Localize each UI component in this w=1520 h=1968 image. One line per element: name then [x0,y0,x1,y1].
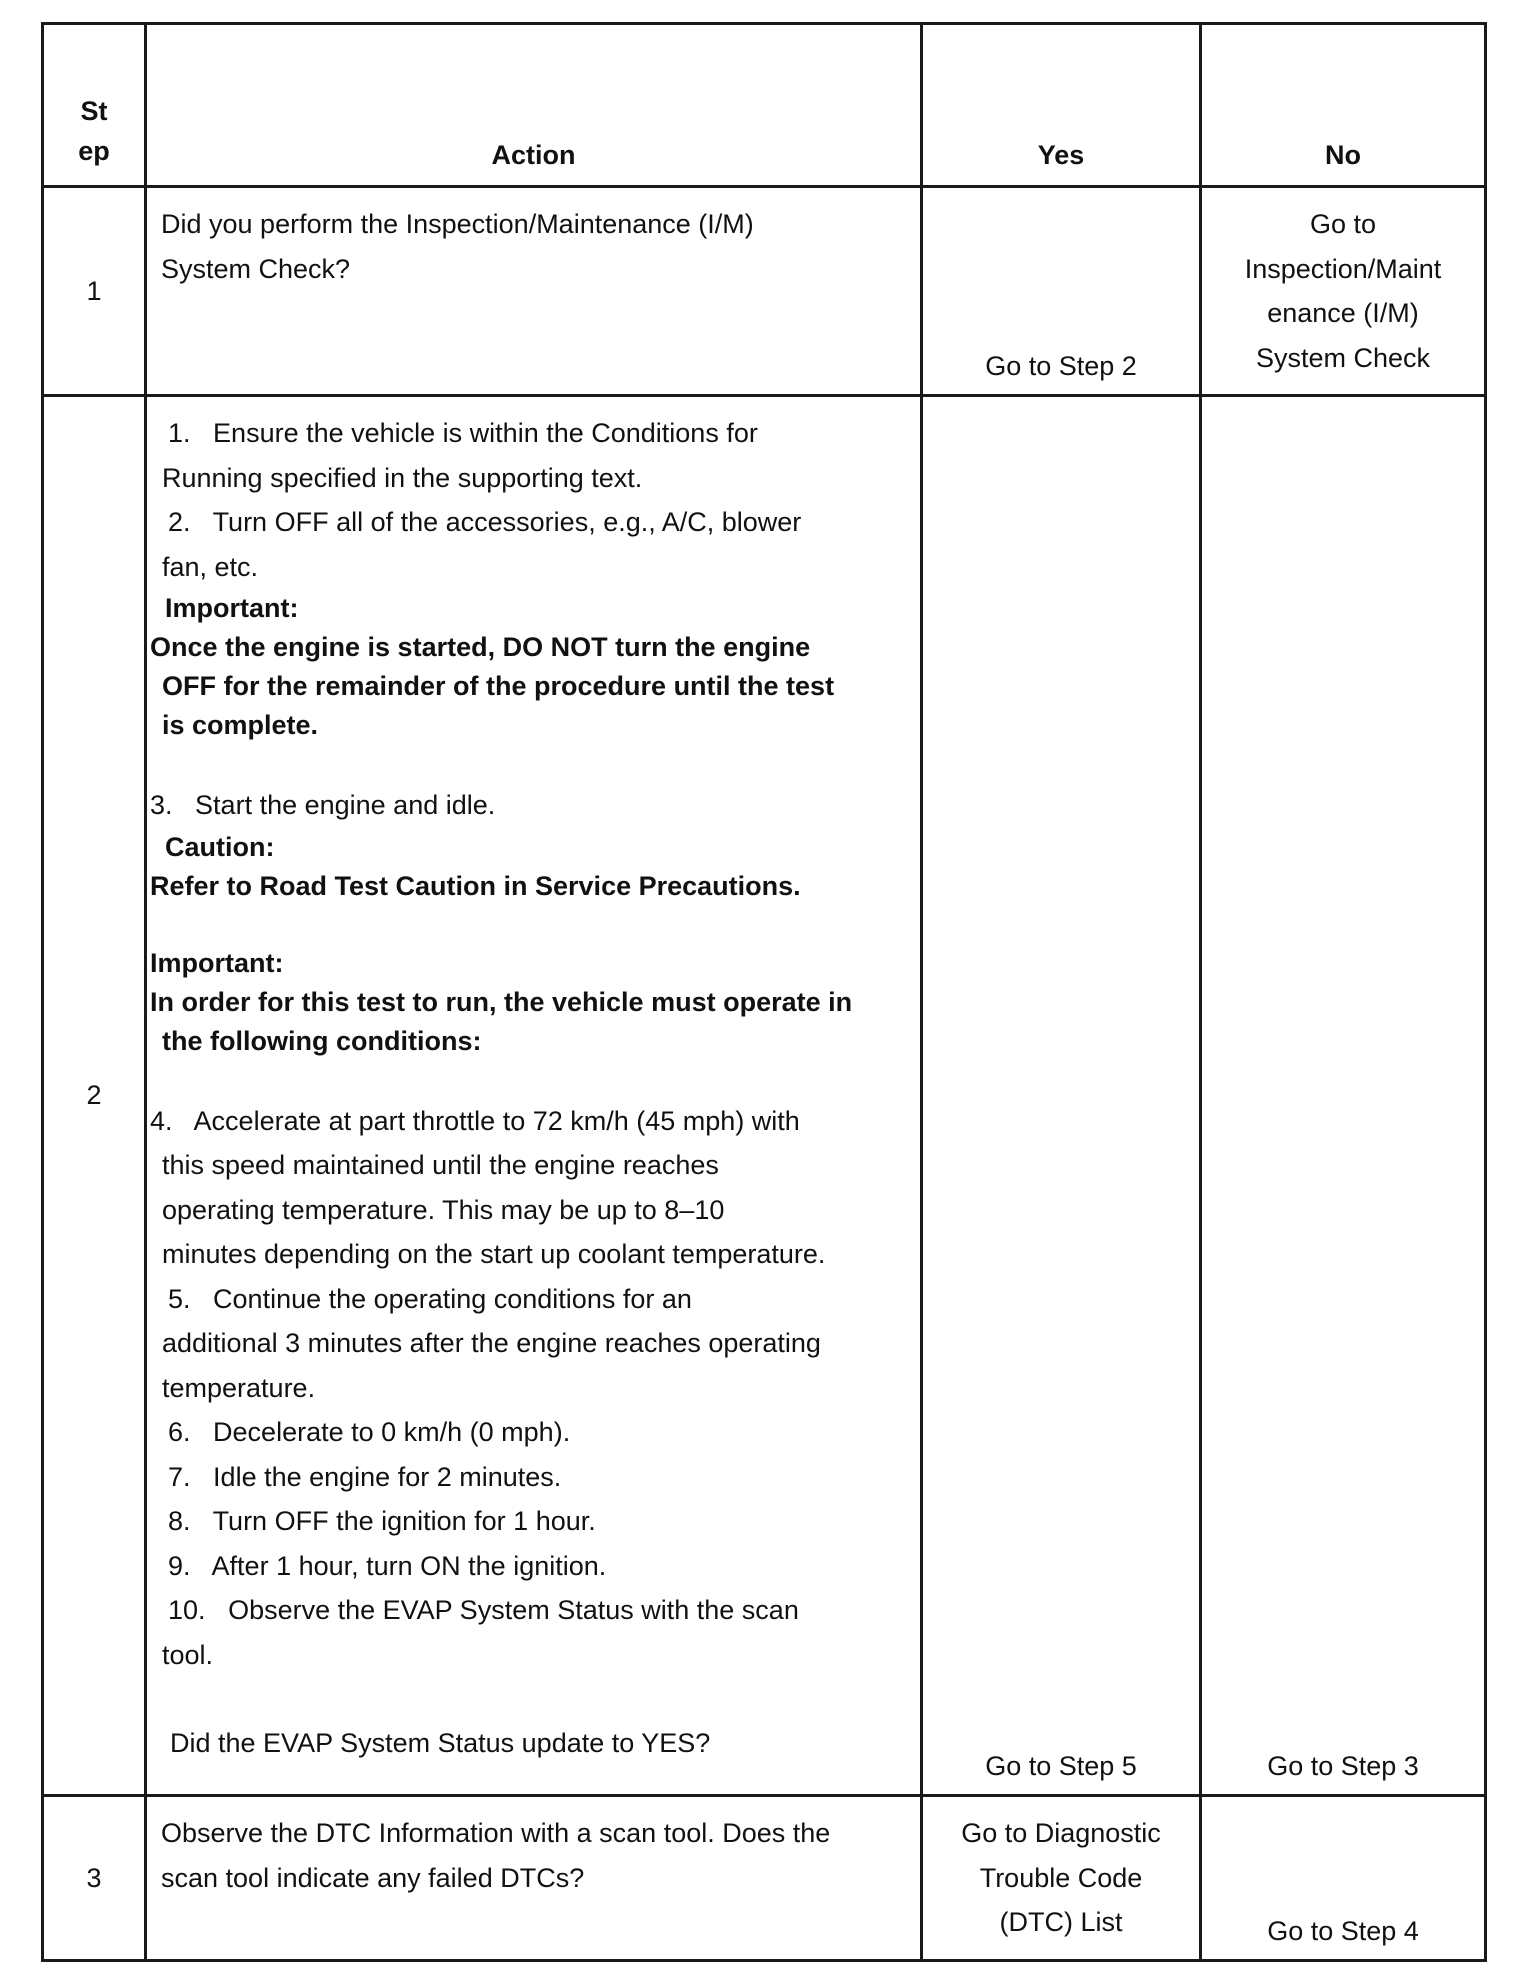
important-text: the following conditions: [162,1025,482,1056]
table-row [43,396,1486,1796]
action-cell [146,187,922,396]
list-item [150,1277,910,1322]
item-number: 8. [168,1506,191,1536]
important-label: Important: [165,593,299,623]
item-number: 2. [168,507,191,537]
header-action: Action [146,24,922,187]
list-item [150,1099,910,1144]
yes-line: Go to Diagnostic [961,1818,1161,1848]
no-line: Inspection/Maint [1244,253,1442,284]
action-line: Did you perform the Inspection/Maintenance (I/M) [161,209,754,239]
item-number: 1. [168,418,191,448]
item-text: Running specified in the supporting text. [162,462,643,493]
action-line: Observe the DTC Information with a scan tool. Does the [161,1818,831,1848]
yes-cell: Go to Step 5 [922,396,1201,1796]
item-text: operating temperature. This may be up to 8–10 [162,1194,725,1225]
item-text: temperature. [162,1372,316,1403]
header-row [43,24,1486,187]
list-item [150,500,910,545]
no-line: Go to [1309,209,1377,239]
item-number: 4. [150,1105,173,1136]
no-cell: Go to Step 4 [1201,1796,1486,1961]
item-text: minutes depending on the start up coolant temperature. [162,1239,826,1269]
no-line: System Check [1255,342,1431,373]
item-text: additional 3 minutes after the engine reaches operating [162,1328,821,1358]
item-text: Idle the engine for 2 minutes. [213,1461,562,1492]
action-line: System Check? [161,253,351,284]
list-item [150,411,910,456]
item-text: After 1 hour, turn ON the ignition. [211,1550,607,1581]
header-step-line2: ep [78,136,110,166]
important-text: In order for this test to run, the vehicle must operate in [150,986,853,1017]
item-number: 10. [168,1595,206,1625]
item-text: Accelerate at part throttle to 72 km/h (45 mph) with [193,1105,800,1136]
item-text: Decelerate to 0 km/h (0 mph). [213,1417,571,1447]
caution-text: Refer to Road Test Caution in Service Precautions. [150,870,801,901]
item-text: Turn OFF the ignition for 1 hour. [212,1506,596,1536]
item-number: 7. [168,1461,191,1492]
item-number: 6. [168,1417,191,1447]
item-text: this speed maintained until the engine reaches [162,1150,719,1180]
important-text: is complete. [162,710,319,740]
no-cell: Go to Step 3 [1201,396,1486,1796]
yes-cell: Go to Step 2 [922,187,1201,396]
step-number: 2 [43,396,146,1796]
table-row [43,1796,1486,1961]
step-number: 1 [43,187,146,396]
action-cell [146,1796,922,1961]
list-item [150,1588,910,1633]
item-text: Observe the EVAP System Status with the scan [228,1595,799,1625]
important-label: Important: [150,947,284,978]
item-text: Turn OFF all of the accessories, e.g., A/C, blower [212,507,802,537]
caution-label: Caution: [165,831,275,862]
item-number: 5. [168,1283,191,1314]
important-text: OFF for the remainder of the procedure until the test [162,671,835,701]
yes-line: (DTC) List [999,1907,1123,1937]
diagnostic-table [41,22,1487,1962]
table-row [43,187,1486,396]
item-text: Ensure the vehicle is within the Conditions for [213,418,758,448]
step-number: 3 [43,1796,146,1961]
header-yes: Yes [922,24,1201,187]
item-text: tool. [162,1639,214,1670]
important-text: Once the engine is started, DO NOT turn the engine [150,632,811,662]
action-cell [146,396,922,1796]
question-text: Did the EVAP System Status update to YES? [170,1728,711,1758]
list-item [150,1455,910,1500]
header-step [43,24,146,187]
item-text: Start the engine and idle. [195,790,496,820]
yes-cell [922,1796,1201,1961]
yes-line: Trouble Code [979,1862,1143,1893]
list-item [150,783,910,828]
list-item [150,1544,910,1589]
list-item [150,1410,910,1455]
list-item [150,1499,910,1544]
item-number: 9. [168,1550,191,1581]
item-text: Continue the operating conditions for an [213,1283,692,1314]
item-number: 3. [150,790,173,820]
header-step-line1: St [80,96,108,126]
no-line: enance (I/M) [1267,298,1419,328]
header-no: No [1201,24,1486,187]
item-text: fan, etc. [162,551,259,582]
action-line: scan tool indicate any failed DTCs? [161,1862,585,1893]
no-cell [1201,187,1486,396]
